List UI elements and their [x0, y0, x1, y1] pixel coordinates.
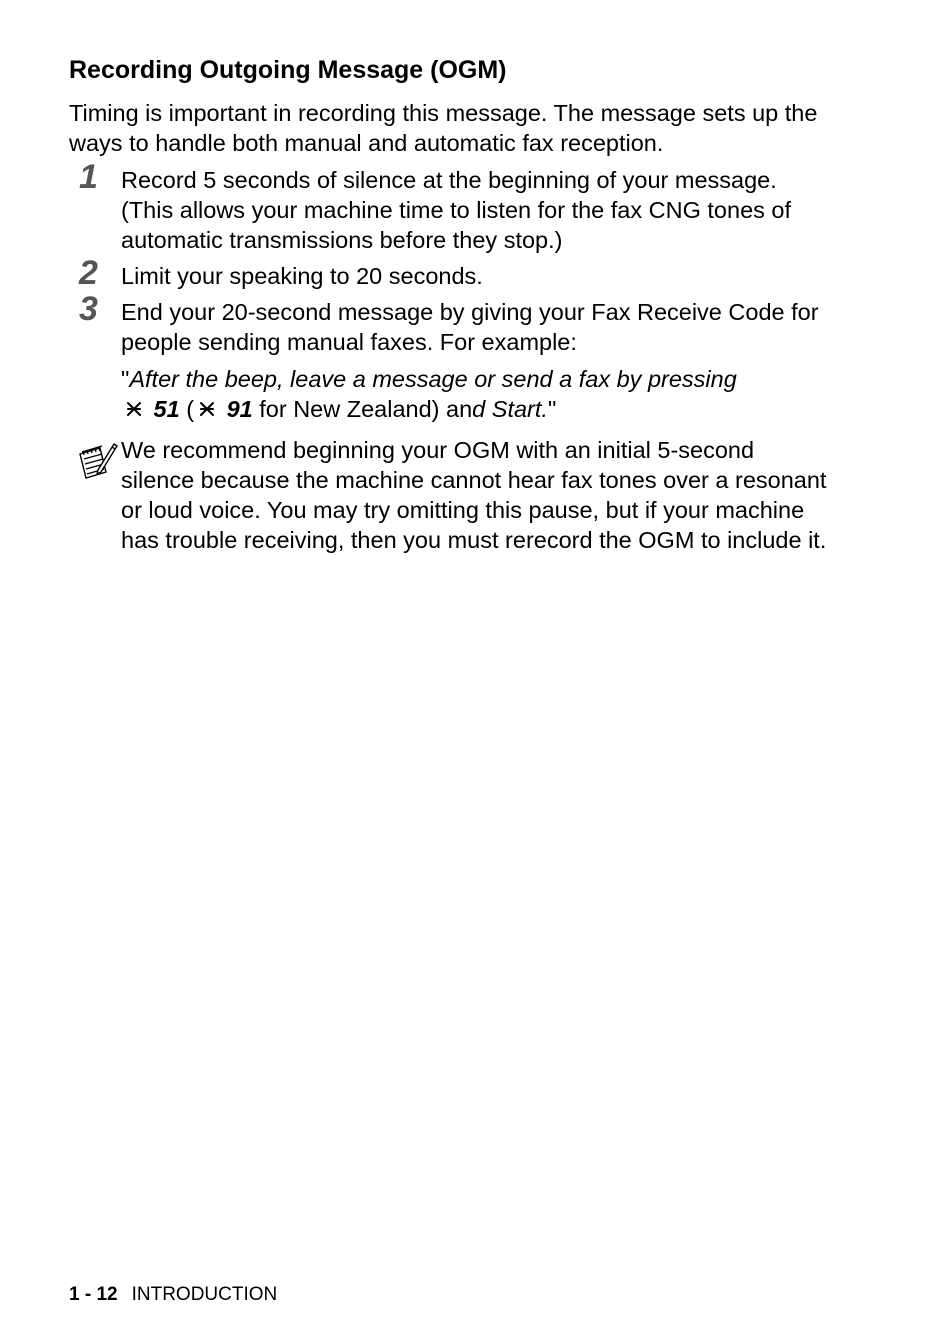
step-number: 1 — [79, 158, 98, 196]
step-text: Record 5 seconds of silence at the beginning of your message. (This allows your machine time to listen for the fax CNG tones of automatic transmissions before they stop.) — [121, 167, 792, 253]
step-number: 2 — [79, 254, 98, 292]
step-number: 3 — [79, 290, 98, 328]
example-d-letter: d — [472, 396, 486, 422]
star-key-icon — [198, 400, 216, 418]
fax-receive-code: 51 — [153, 396, 180, 422]
note-text: We recommend beginning your OGM with an initial 5-second silence because the machine cannot hear fax tones over a resonant or loud voice. You may try omitting this pause, but if your machine has trouble receiving, then you must rerecord the OGM to include it. — [121, 437, 827, 553]
start-key-label: Start. — [491, 396, 548, 422]
star-key-icon — [125, 400, 143, 418]
example-close-quote: " — [547, 396, 557, 422]
page-footer — [69, 1284, 277, 1306]
page-heading: Recording Outgoing Message (OGM) — [69, 56, 507, 84]
example-open-quote: " — [121, 366, 130, 392]
example-italic-text: After the beep, leave a message or send a fax by pressing — [129, 366, 737, 392]
example-message — [121, 364, 831, 424]
intro-paragraph: Timing is important in recording this message. The message sets up the ways to handle both manual and automatic fax reception. — [69, 100, 818, 156]
step-text: End your 20-second message by giving your Fax Receive Code for people sending manual faxes. For example: — [121, 299, 819, 355]
example-open-paren: ( — [186, 396, 195, 422]
note-pad-pencil-icon — [74, 440, 118, 482]
fax-receive-code-nz: 91 — [226, 396, 253, 422]
step-text: Limit your speaking to 20 seconds. — [121, 263, 483, 289]
example-nz-text: for New Zealand) an — [259, 396, 473, 422]
section-name: INTRODUCTION — [131, 1284, 278, 1305]
page-number: 1 - 12 — [69, 1284, 118, 1305]
